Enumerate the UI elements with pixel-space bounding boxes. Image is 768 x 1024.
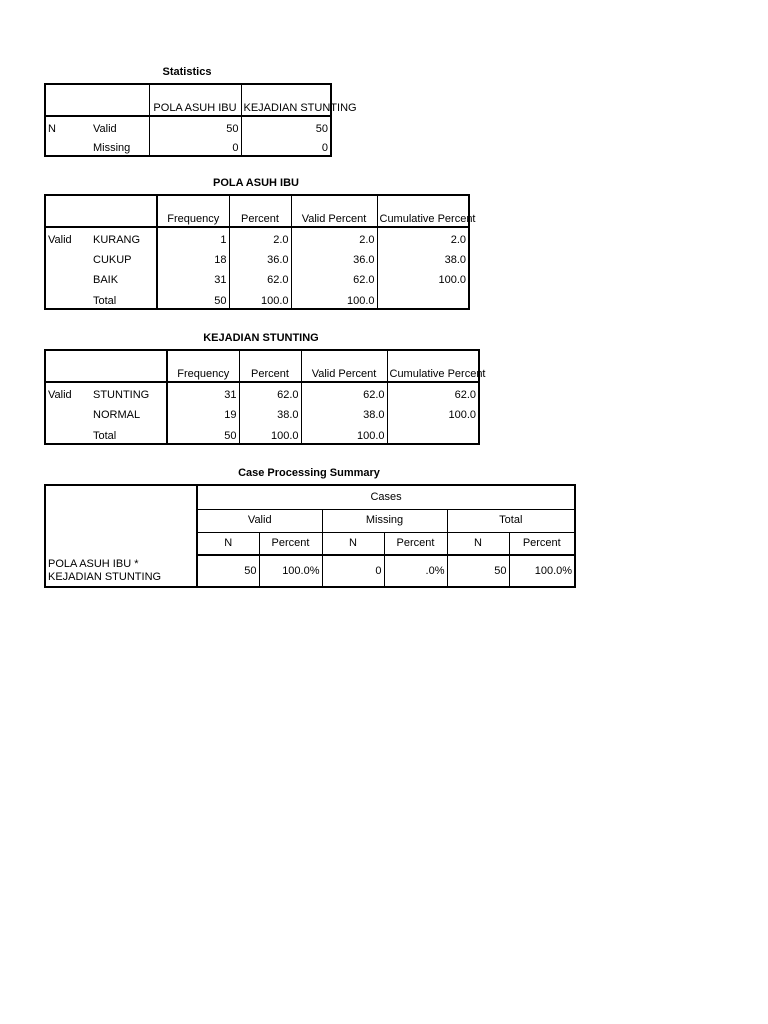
column-header: Percent <box>239 350 301 382</box>
row-group-label <box>45 136 91 156</box>
corner-cell <box>45 350 91 382</box>
table-cell: 62.0 <box>291 267 377 287</box>
table-cell: 0 <box>241 136 331 156</box>
table-cell: 100.0 <box>229 287 291 309</box>
table-cell: 100.0 <box>291 287 377 309</box>
table-cell <box>377 287 469 309</box>
corner-cell <box>45 195 91 227</box>
cases-header: Cases <box>197 485 575 509</box>
pola-asuh-table-block <box>44 177 476 310</box>
table-cell: 50 <box>149 116 241 136</box>
column-header: Percent <box>229 195 291 227</box>
group-header-total: Total <box>447 509 575 532</box>
table-cell: 100.0% <box>259 555 322 587</box>
table-cell: 18 <box>157 247 229 267</box>
group-header-missing: Missing <box>322 509 447 532</box>
column-header: Cumulative Percent <box>387 350 479 382</box>
table-cell: 19 <box>167 402 239 422</box>
table-cell: 62.0 <box>301 382 387 402</box>
row-group-label <box>45 267 91 287</box>
table-cell: 1 <box>157 227 229 247</box>
row-label: KURANG <box>91 227 157 247</box>
table-cell: 100.0 <box>239 422 301 444</box>
row-group-label <box>45 247 91 267</box>
table-cell: 100.0 <box>377 267 469 287</box>
table-cell: 31 <box>157 267 229 287</box>
statistics-title: Statistics <box>162 66 212 78</box>
table-cell: 36.0 <box>291 247 377 267</box>
row-label: NORMAL <box>91 402 167 422</box>
table-cell: 2.0 <box>377 227 469 247</box>
column-header: Percent <box>259 532 322 555</box>
row-label: BAIK <box>91 267 157 287</box>
row-group-label: Valid <box>45 227 91 247</box>
column-header: KEJADIAN STUNTING <box>241 84 331 116</box>
table-cell: 2.0 <box>291 227 377 247</box>
table-cell: 62.0 <box>229 267 291 287</box>
column-header: Frequency <box>157 195 229 227</box>
column-header: Cumulative Percent <box>377 195 469 227</box>
column-header: Frequency <box>167 350 239 382</box>
table-cell: 100.0 <box>387 402 479 422</box>
row-label: Total <box>91 287 157 309</box>
table-cell: 50 <box>197 555 259 587</box>
table-cell: 38.0 <box>301 402 387 422</box>
table-cell: 0 <box>322 555 384 587</box>
corner-cell <box>45 485 197 555</box>
case-processing-summary-block <box>44 467 574 588</box>
row-label: POLA ASUH IBU * KEJADIAN STUNTING <box>45 555 197 587</box>
table-cell: 50 <box>241 116 331 136</box>
table-cell: 50 <box>447 555 509 587</box>
column-header: N <box>322 532 384 555</box>
statistics-table <box>44 83 357 157</box>
pola-asuh-table <box>44 194 476 310</box>
corner-cell <box>91 84 149 116</box>
row-label: CUKUP <box>91 247 157 267</box>
corner-cell <box>91 350 167 382</box>
corner-cell <box>91 195 157 227</box>
column-header: Percent <box>509 532 575 555</box>
case-processing-summary-table <box>44 484 576 588</box>
statistics-table-block <box>44 66 357 157</box>
row-group-label: N <box>45 116 91 136</box>
row-group-label <box>45 287 91 309</box>
row-label: STUNTING <box>91 382 167 402</box>
table-cell: 100.0% <box>509 555 575 587</box>
table-cell: 62.0 <box>387 382 479 402</box>
case-processing-summary-title: Case Processing Summary <box>238 467 380 479</box>
row-label: Total <box>91 422 167 444</box>
column-header: Percent <box>384 532 447 555</box>
table-cell: 100.0 <box>301 422 387 444</box>
column-header: Valid Percent <box>291 195 377 227</box>
group-header-valid: Valid <box>197 509 322 532</box>
row-label: Missing <box>91 136 149 156</box>
table-cell: 2.0 <box>229 227 291 247</box>
table-cell: 36.0 <box>229 247 291 267</box>
table-cell: 62.0 <box>239 382 301 402</box>
table-cell: 50 <box>167 422 239 444</box>
kejadian-stunting-title: KEJADIAN STUNTING <box>203 332 319 344</box>
pola-asuh-title: POLA ASUH IBU <box>213 177 299 189</box>
kejadian-stunting-table-block <box>44 332 486 445</box>
table-cell: 38.0 <box>377 247 469 267</box>
column-header: POLA ASUH IBU <box>149 84 241 116</box>
table-cell: .0% <box>384 555 447 587</box>
table-cell <box>387 422 479 444</box>
table-cell: 0 <box>149 136 241 156</box>
corner-cell <box>45 84 91 116</box>
kejadian-stunting-table <box>44 349 486 445</box>
row-group-label <box>45 422 91 444</box>
column-header: N <box>197 532 259 555</box>
table-cell: 38.0 <box>239 402 301 422</box>
column-header: N <box>447 532 509 555</box>
row-group-label <box>45 402 91 422</box>
column-header: Valid Percent <box>301 350 387 382</box>
row-group-label: Valid <box>45 382 91 402</box>
table-cell: 50 <box>157 287 229 309</box>
table-cell: 31 <box>167 382 239 402</box>
row-label: Valid <box>91 116 149 136</box>
